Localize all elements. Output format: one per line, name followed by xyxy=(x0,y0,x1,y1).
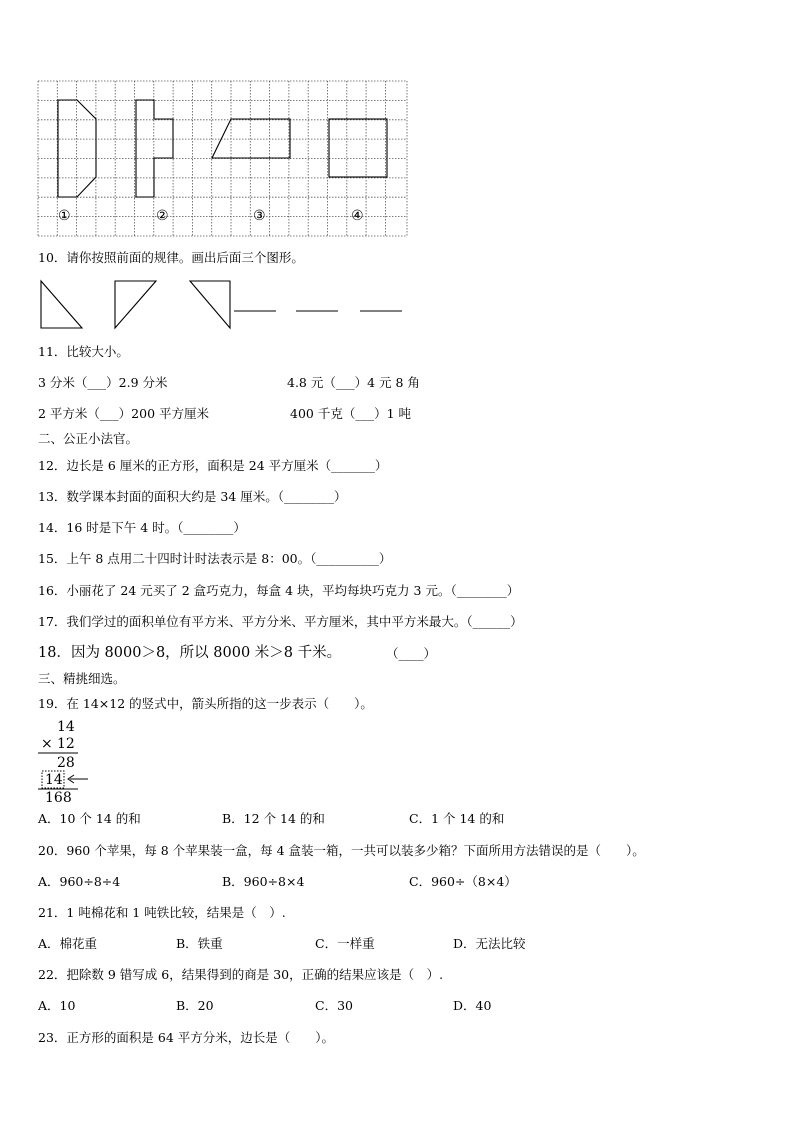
q11-row1-left: 3 分米（___）2.9 分米 xyxy=(38,375,168,390)
grid-label-4: ④ xyxy=(351,208,364,224)
q14-text: 14．16 时是下午 4 时。（________） xyxy=(38,520,246,535)
q19-text: 19．在 14×12 的竖式中，箭头所指的这一步表示（ ）。 xyxy=(38,696,373,711)
q22-option-a[interactable]: A．10 xyxy=(38,998,76,1013)
q21-option-a[interactable]: A．棉花重 xyxy=(38,936,98,951)
q11-row2-right: 400 千克（___）1 吨 xyxy=(290,406,412,421)
q11-text: 11．比较大小。 xyxy=(38,344,129,359)
q20-text: 20．960 个苹果，每 8 个苹果装一盒，每 4 盒装一箱，一共可以装多少箱？下面所用方法错误的是（ ）。 xyxy=(38,843,645,858)
q17-text: 17．我们学过的面积单位有平方米、平方分米、平方厘米，其中平方米最大。（______） xyxy=(38,614,523,629)
mult-partial-product-2: 14 xyxy=(45,772,63,788)
mult-times-sign: × xyxy=(41,736,53,752)
q15-text: 15．上午 8 点用二十四时计时法表示是 8：00。（__________） xyxy=(38,551,392,566)
q22-option-d[interactable]: D．40 xyxy=(453,998,492,1013)
q10-triangles xyxy=(38,280,408,332)
q22-text: 22．把除数 9 错写成 6，结果得到的商是 30，正确的结果应该是（ ）. xyxy=(38,967,444,982)
q18-blank: （____） xyxy=(386,646,437,661)
q20-option-b[interactable]: B．960÷8×4 xyxy=(222,874,305,889)
q21-option-b[interactable]: B．铁重 xyxy=(176,936,223,951)
mult-partial-product-1: 28 xyxy=(57,755,75,771)
mult-second-number: 12 xyxy=(57,736,75,752)
mult-result: 168 xyxy=(45,790,72,806)
shape-1 xyxy=(58,100,96,197)
section3-heading: 三、精挑细选。 xyxy=(38,671,126,686)
shape-2 xyxy=(136,100,173,197)
q18-text: 18．因为 8000＞8，所以 8000 米＞8 千米。 xyxy=(38,645,342,661)
mult-top-number: 14 xyxy=(57,719,75,735)
q19-option-a[interactable]: A．10 个 14 的和 xyxy=(38,811,141,826)
q20-option-c[interactable]: C．960÷（8×4） xyxy=(409,874,517,889)
q22-option-b[interactable]: B．20 xyxy=(176,998,214,1013)
mult-lines xyxy=(36,719,96,799)
q21-option-d[interactable]: D．无法比较 xyxy=(453,936,526,951)
triangle-2 xyxy=(115,281,156,328)
shape-3 xyxy=(212,119,290,158)
q19-option-c[interactable]: C．1 个 14 的和 xyxy=(409,811,505,826)
triangle-1 xyxy=(41,281,82,328)
q20-option-a[interactable]: A．960÷8÷4 xyxy=(38,874,121,889)
highlight-box xyxy=(42,771,64,788)
q16-text: 16．小丽花了 24 元买了 2 盒巧克力，每盒 4 块，平均每块巧克力 3 元。（________） xyxy=(38,583,520,598)
triangle-3 xyxy=(190,281,230,328)
q11-row2-left: 2 平方米（___）200 平方厘米 xyxy=(38,406,210,421)
q13-text: 13．数学课本封面的面积大约是 34 厘米。（________） xyxy=(38,489,347,504)
q21-text: 21．1 吨棉花和 1 吨铁比较，结果是（ ）. xyxy=(38,905,286,920)
q19-option-b[interactable]: B．12 个 14 的和 xyxy=(222,811,325,826)
q22-option-c[interactable]: C．30 xyxy=(315,998,353,1013)
q12-text: 12．边长是 6 厘米的正方形，面积是 24 平方厘米（_______） xyxy=(38,458,388,473)
q21-option-c[interactable]: C．一样重 xyxy=(315,936,375,951)
q11-row1-right: 4.8 元（___）4 元 8 角 xyxy=(287,375,420,390)
q23-text: 23．正方形的面积是 64 平方分米，边长是（ ）。 xyxy=(38,1030,335,1045)
grid-label-1: ① xyxy=(58,208,71,224)
section2-heading: 二、公正小法官。 xyxy=(38,431,139,446)
q10-text: 10．请你按照前面的规律。画出后面三个图形。 xyxy=(38,250,304,265)
shape-4 xyxy=(329,119,387,177)
grid-label-3: ③ xyxy=(253,208,266,224)
grid-label-2: ② xyxy=(156,208,169,224)
